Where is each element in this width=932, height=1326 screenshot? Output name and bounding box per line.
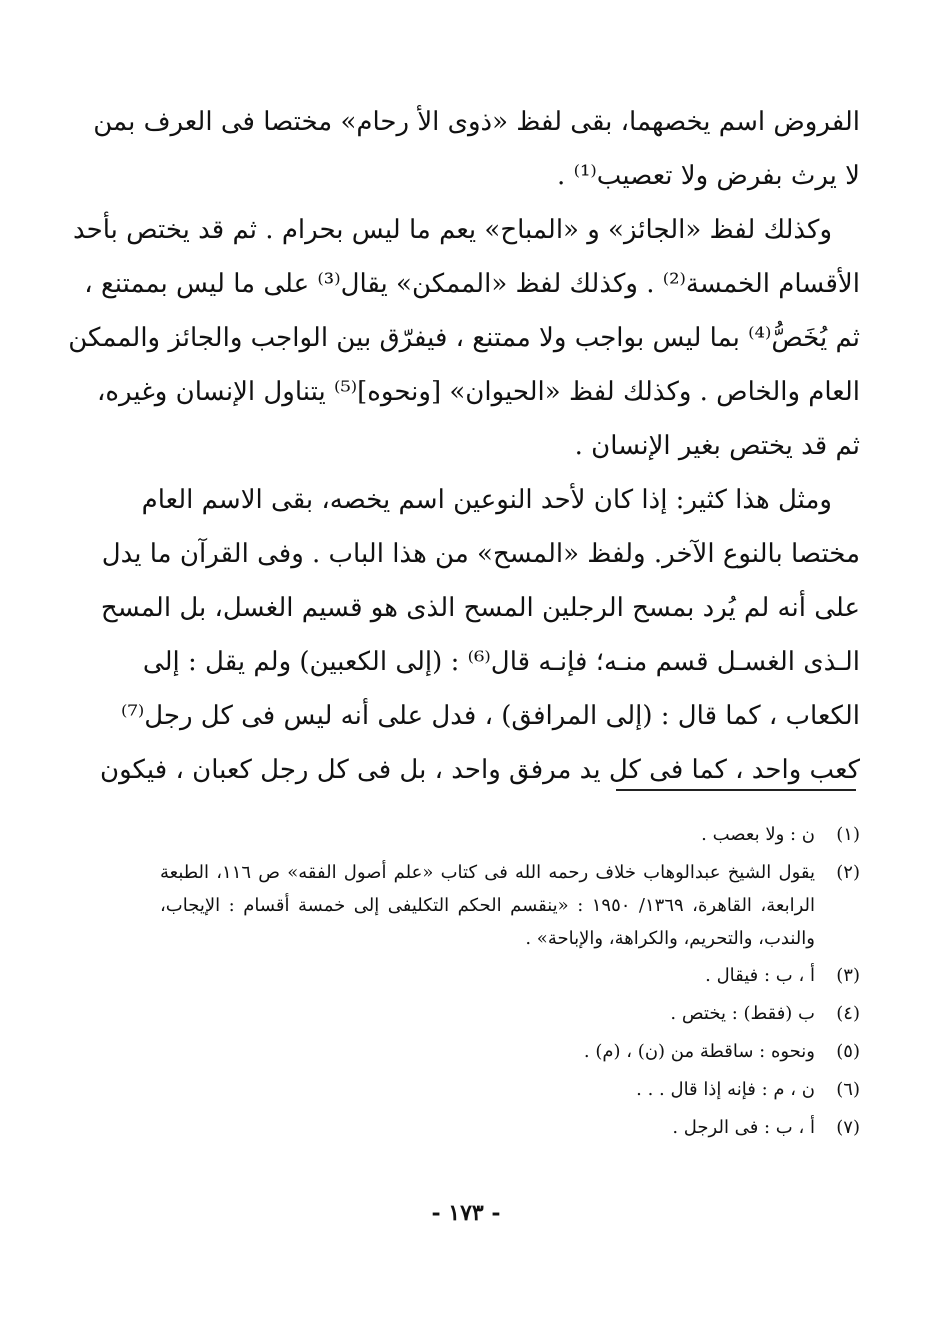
footnote-text: ن : ولا بعصب . bbox=[701, 824, 815, 845]
text-line: وكذلك لفظ «الجائز» و «المباح» يعم ما ليس بحرام . ثم قد يختص بأحد bbox=[73, 215, 832, 245]
footnote-text: ب (فقط) : يختص . bbox=[670, 1003, 815, 1024]
footnote-number: (٤) bbox=[836, 1003, 860, 1024]
text-line: كعب واحد ، كما فى كل يد مرفق واحد ، بل فى كل رجل كعبان ، فيكون bbox=[100, 755, 860, 785]
footnote-text: الرابعة، القاهرة، ١٣٦٩/ ١٩٥٠ : «ينقسم الحكم التكليفى إلى خمسة أقسام : الإيجاب، bbox=[160, 895, 815, 916]
text-line: ومثل هذا كثير: إذا كان لأحد النوعين اسم يخصه، بقى الاسم العام bbox=[141, 485, 832, 515]
text-line: مختصا بالنوع الآخر. ولفظ «المسح» من هذا الباب . وفى القرآن ما يدل bbox=[101, 539, 860, 569]
footnote-text: أ ، ب : فيقال . bbox=[705, 965, 815, 986]
footnote-number: (٦) bbox=[836, 1079, 860, 1100]
text-line: الكعاب ، كما قال : (إلى المرافق) ، فدل على أنه ليس فى كل رجل⁽⁷⁾ bbox=[120, 701, 860, 731]
footnote bbox=[160, 997, 860, 1031]
footnote-separator bbox=[616, 789, 856, 791]
footnote bbox=[160, 856, 860, 955]
footnote-number: (٢) bbox=[836, 862, 860, 883]
text-line: ثم قد يختص بغير الإنسان . bbox=[574, 431, 860, 461]
footnote bbox=[160, 1111, 860, 1145]
page-number: - ١٧٣ - bbox=[431, 1200, 501, 1226]
footnote bbox=[160, 1073, 860, 1107]
text-line: على أنه لم يُرد بمسح الرجلين المسح الذى هو قسيم الغسل، بل المسح bbox=[100, 593, 860, 623]
footnote bbox=[160, 1035, 860, 1069]
main-text bbox=[68, 95, 860, 797]
text-line: الأقسام الخمسة⁽²⁾ . وكذلك لفظ «الممكن» يقال⁽³⁾ على ما ليس بممتنع ، bbox=[84, 269, 860, 299]
footnote-number: (٣) bbox=[836, 965, 860, 986]
text-line: ثم يُخَصُّ⁽⁴⁾ بما ليس بواجب ولا ممتنع ، فيفرّق بين الواجب والجائز والممكن bbox=[68, 323, 860, 353]
footnotes bbox=[160, 818, 860, 1149]
footnote bbox=[160, 959, 860, 993]
footnote-text: أ ، ب : فى الرجل . bbox=[672, 1117, 815, 1138]
footnote-number: (٥) bbox=[836, 1041, 860, 1062]
text-line: الفروض اسم يخصهما، بقى لفظ «ذوى الأ رحام» مختصا فى العرف بمن bbox=[93, 107, 860, 137]
footnote-number: (١) bbox=[836, 824, 860, 845]
footnote-text: ونحوه : ساقطة من (ن) ، (م) . bbox=[583, 1041, 815, 1062]
footnote-text: يقول الشيخ عبدالوهاب خلاف رحمه الله فى كتاب «علم أصول الفقه» ص ١١٦، الطبعة bbox=[160, 862, 815, 883]
footnote-text: والندب، والتحريم، والكراهة، والإباحة» . bbox=[525, 928, 815, 949]
text-line: العام والخاص . وكذلك لفظ «الحيوان» [ونحوه]⁽⁵⁾ يتناول الإنسان وغيره، bbox=[97, 377, 860, 407]
text-line: الـذى الغسـل قسم منـه؛ فإنـه قال⁽⁶⁾ : (إلى الكعبين) ولم يقل : إلى bbox=[142, 647, 860, 677]
text-line: لا يرث بفرض ولا تعصيب⁽¹⁾ . bbox=[557, 161, 860, 191]
footnote-number: (٧) bbox=[836, 1117, 860, 1138]
footnote bbox=[160, 818, 860, 852]
footnote-text: ن ، م : فإنه إذا قال . . . bbox=[636, 1079, 815, 1100]
